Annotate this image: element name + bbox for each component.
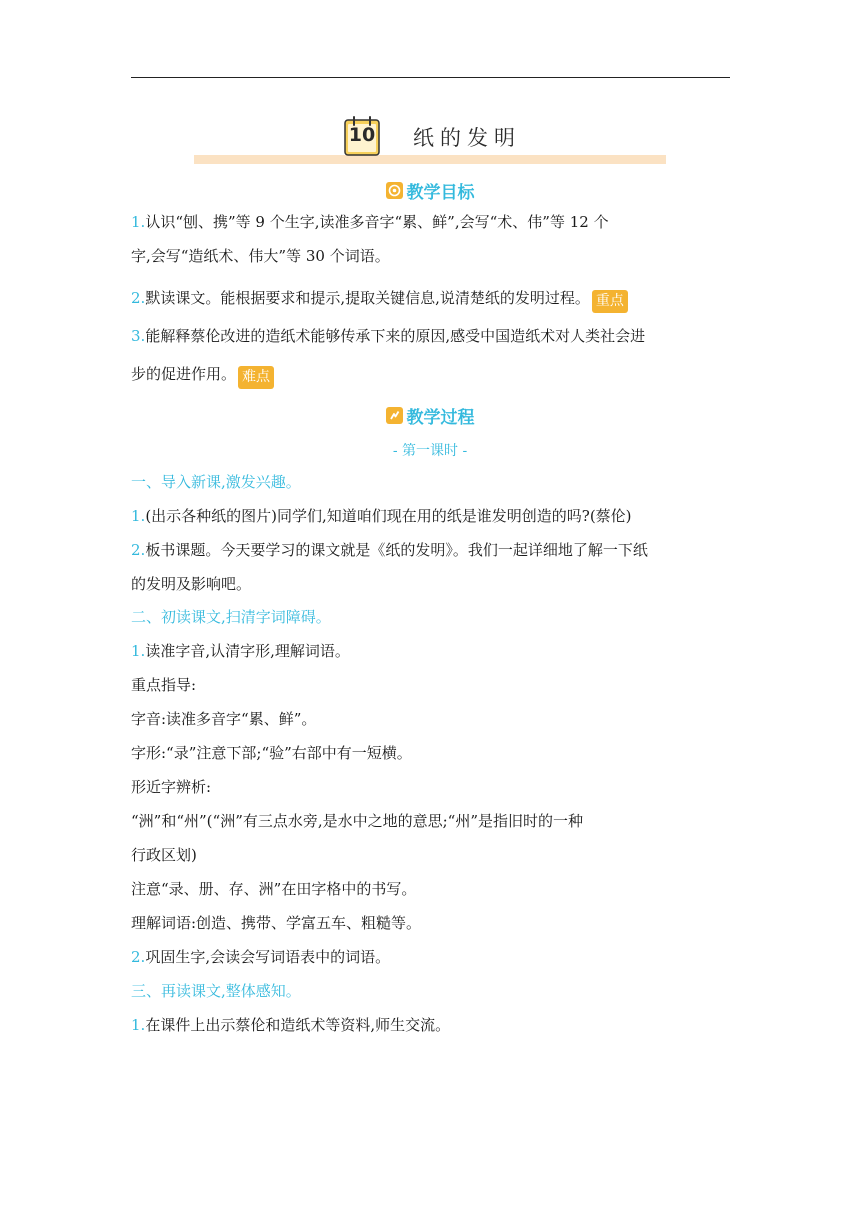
part2-note: 字形:“录”注意下部;“验”右部中有一短横。 [131, 744, 412, 762]
part1-item-2-line2: 的发明及影响吧。 [131, 575, 252, 593]
part3-title: 三、再读课文,整体感知。 [131, 982, 301, 1000]
part2-note: 形近字辨析: [131, 778, 212, 796]
process-heading [0, 403, 860, 427]
goals-heading-label: 教学目标 [406, 183, 475, 203]
goals-heading [0, 178, 860, 202]
process-heading-label: 教学过程 [406, 408, 475, 428]
goal-item-2: 2.默读课文。能根据要求和提示,提取关键信息,说清楚纸的发明过程。 重点 [131, 288, 628, 313]
lesson-title: 纸的发明 [413, 126, 521, 150]
part1-item-1: 1.(出示各种纸的图片)同学们,知道咱们现在用的纸是谁发明创造的吗?(蔡伦) [131, 507, 632, 525]
part1-item-2-line1: 2.板书课题。今天要学习的课文就是《纸的发明》。我们一起详细地了解一下纸 [131, 541, 648, 559]
difficulty-tag: 难点 [238, 366, 274, 389]
goal-item-3-line1: 3.能解释蔡伦改进的造纸术能够传承下来的原因,感受中国造纸术对人类社会进 [131, 327, 646, 345]
part2-note: 注意“录、册、存、洲”在田字格中的书写。 [131, 880, 417, 898]
session-label: - 第一课时 - [392, 443, 468, 459]
lesson-number-badge [342, 114, 382, 156]
part2-note: 重点指导: [131, 676, 197, 694]
lightning-icon [386, 407, 403, 424]
part2-title: 二、初读课文,扫清字词障碍。 [131, 608, 331, 626]
part3-item-1: 1.在课件上出示蔡伦和造纸术等资料,师生交流。 [131, 1016, 451, 1034]
header-band [194, 155, 666, 164]
part2-item-1: 1.读准字音,认清字形,理解词语。 [131, 642, 350, 660]
goal-item-1-line2: 字,会写“造纸术、伟大”等 30 个词语。 [131, 247, 390, 265]
target-icon [386, 182, 403, 199]
goal-item-3-line2: 步的促进作用。 难点 [131, 364, 274, 389]
part2-note: 行政区划) [131, 846, 197, 864]
goal-item-1-line1: 1.认识“刨、携”等 9 个生字,读准多音字“累、鲜”,会写“术、伟”等 12 个 [131, 213, 609, 231]
top-rule [131, 77, 730, 78]
lesson-number: 10 [348, 124, 376, 146]
lesson-header [194, 112, 666, 164]
part2-item-2: 2.巩固生字,会读会写词语表中的词语。 [131, 948, 391, 966]
part2-note: 字音:读准多音字“累、鲜”。 [131, 710, 317, 728]
part1-title: 一、导入新课,激发兴趣。 [131, 473, 301, 491]
key-point-tag: 重点 [592, 290, 628, 313]
part2-note: 理解词语:创造、携带、学富五车、粗糙等。 [131, 914, 422, 932]
part2-note: “洲”和“州”(“洲”有三点水旁,是水中之地的意思;“州”是指旧时的一种 [131, 812, 584, 830]
